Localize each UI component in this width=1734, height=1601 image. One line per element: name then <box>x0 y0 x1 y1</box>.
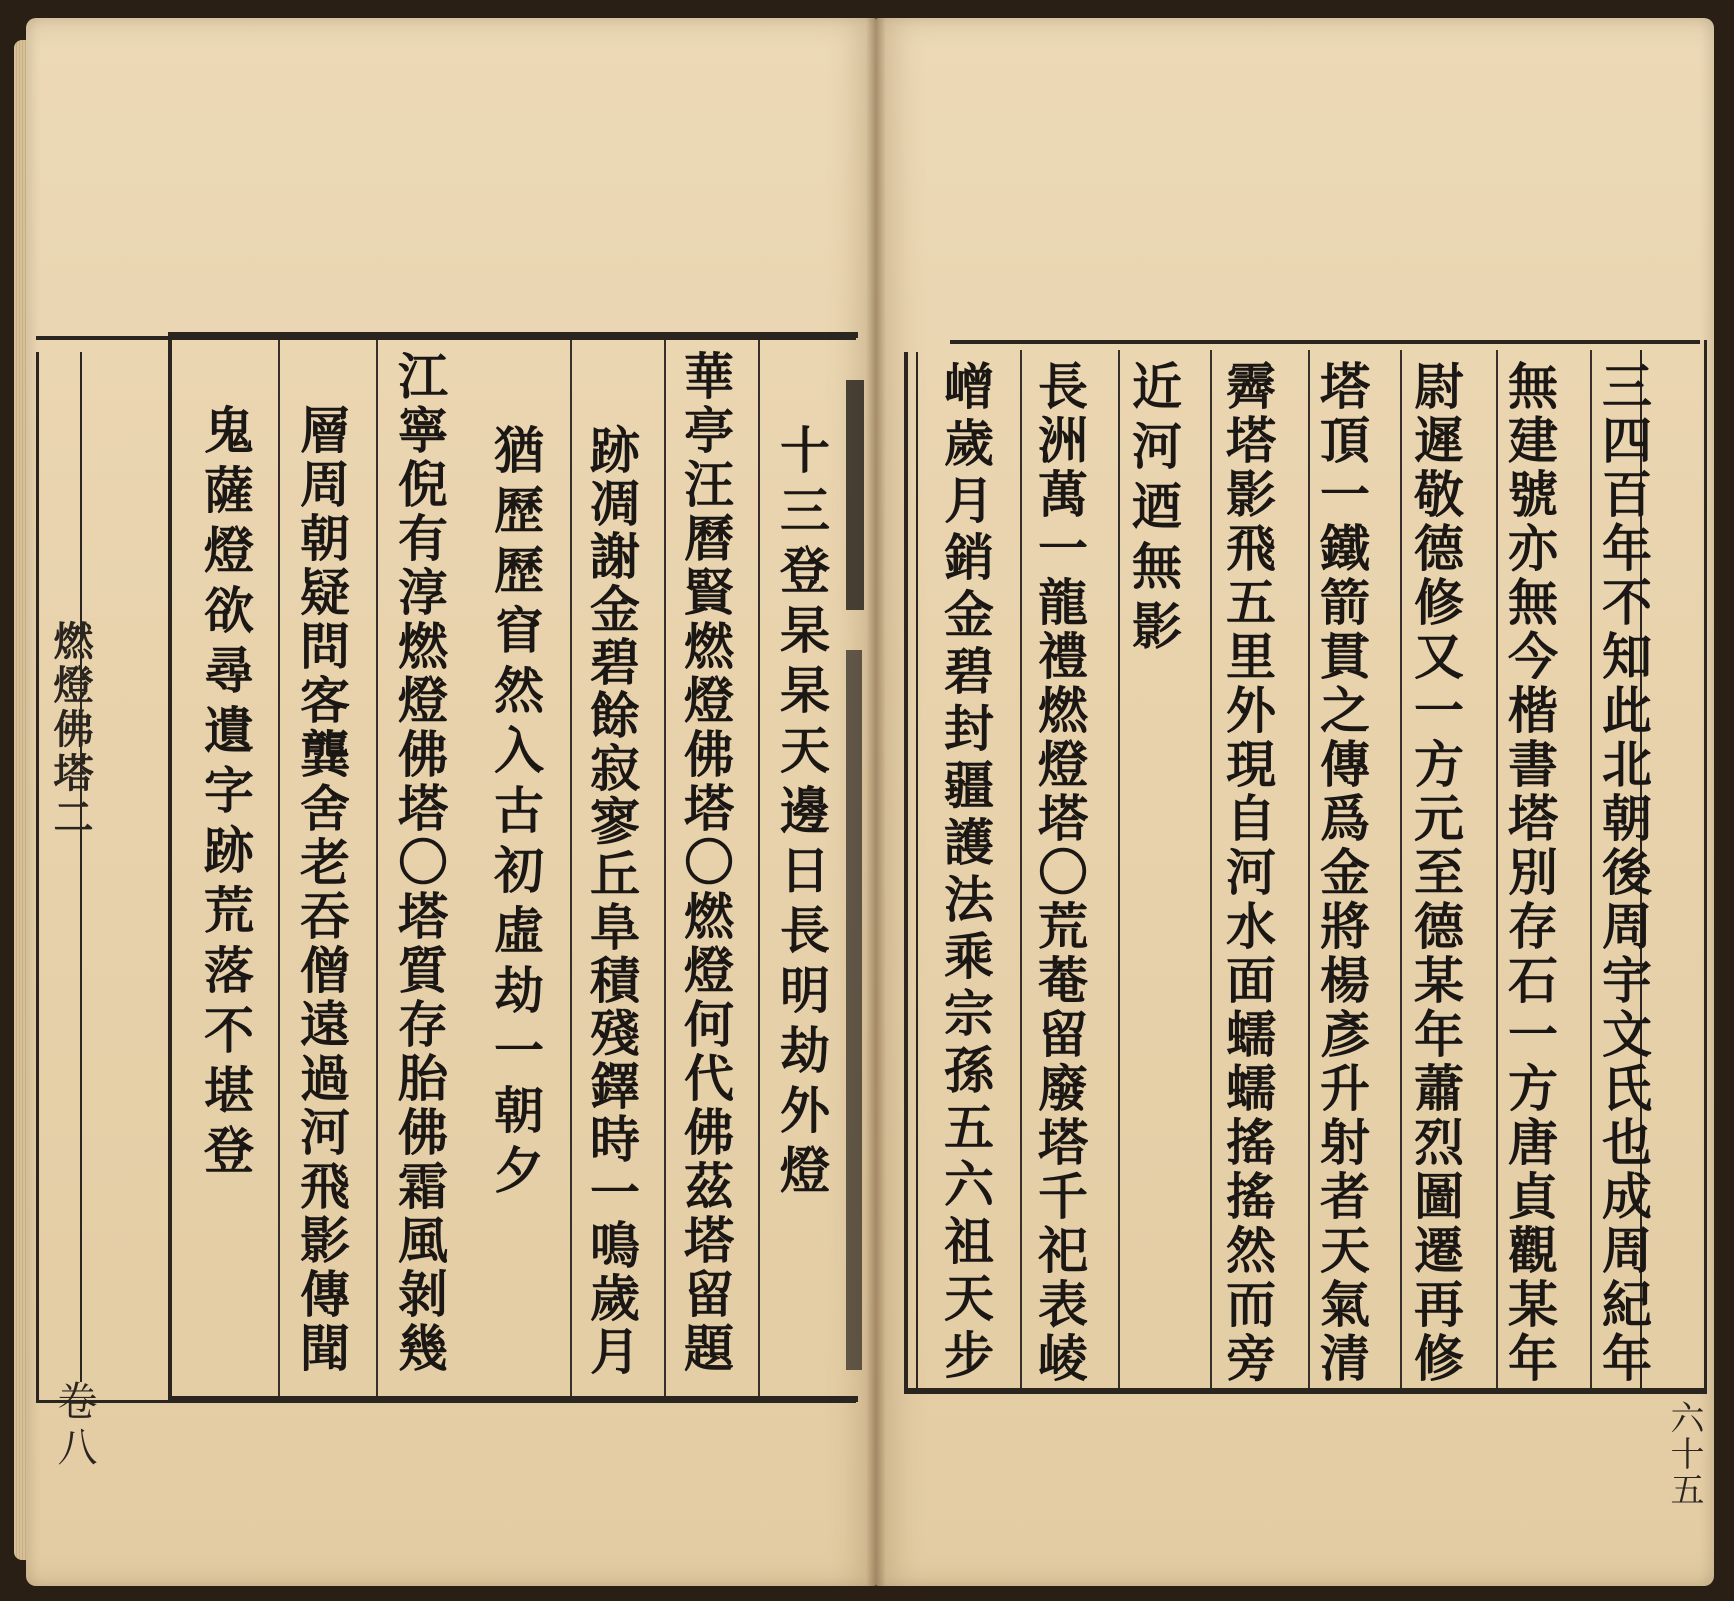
margin-volume: 卷八 <box>51 1380 97 1472</box>
right-column-2: 無建號亦無今楷書塔別存石一方唐貞觀某年 <box>1500 360 1559 1386</box>
left-frame-top <box>172 332 858 338</box>
left-column-5: 江寧倪有淳燃燈佛塔〇塔質存胎佛霜風剝幾 <box>390 350 449 1376</box>
right-column-8: 嶒歲月銷金碧封疆護法乘宗孫五六祖天步 <box>936 360 995 1386</box>
right-top-rule <box>950 340 1700 344</box>
left-outer-edge-line <box>36 352 39 1402</box>
right-frame-inner-left <box>916 352 918 1388</box>
right-column-3: 尉遲敬德修又一方元至德某年蕭烈圖遷再修 <box>1406 360 1465 1386</box>
book-gutter <box>866 18 886 1586</box>
left-column-7: 鬼薩燈欲尋遺字跡荒落不堪登 <box>196 404 255 1184</box>
right-sep-3 <box>1210 350 1212 1388</box>
left-sep-2 <box>376 340 378 1396</box>
right-column-4: 塔頂一鐵箭貫之傳爲金將楊彥升射者天氣清 <box>1312 360 1371 1386</box>
right-sep-7 <box>1590 350 1592 1388</box>
right-sep-6 <box>1496 350 1498 1388</box>
ink-bar-top <box>846 380 864 610</box>
left-frame-inner-left <box>168 332 172 1402</box>
ink-bar-bottom <box>846 650 862 1370</box>
right-column-1: 三四百年不知此北朝後周宇文氏也成周紀年 <box>1594 360 1653 1386</box>
left-sep-5 <box>758 340 760 1396</box>
right-frame-right <box>1704 340 1707 1394</box>
margin-title: 燃燈佛塔二 <box>47 620 94 840</box>
right-sep-2 <box>1118 350 1120 1388</box>
right-frame-left <box>904 352 908 1392</box>
right-frame-bottom <box>904 1388 1706 1394</box>
left-sep-1 <box>278 340 280 1396</box>
right-leaf <box>876 18 1714 1586</box>
right-sep-4 <box>1308 350 1310 1388</box>
right-column-7: 長洲萬一龍禮燃燈塔〇荒菴留廢塔千祀表崚 <box>1030 360 1089 1386</box>
left-outer-margin-line <box>80 352 82 1382</box>
left-column-6: 層周朝疑問客龔舍老吞僧遠過河飛影傳聞 <box>292 404 351 1376</box>
left-sep-4 <box>664 340 666 1396</box>
left-sep-3 <box>570 340 572 1396</box>
right-sep-1 <box>1020 350 1022 1388</box>
right-column-6: 近河迺無影 <box>1124 360 1183 660</box>
right-sep-5 <box>1400 350 1402 1388</box>
right-column-5: 霽塔影飛五里外現自河水面蠕蠕搖搖然而旁 <box>1218 360 1277 1386</box>
left-leaf <box>26 18 876 1586</box>
left-column-1: 十三登杲杲天邊日長明劫外燈 <box>772 424 831 1204</box>
left-column-4: 猶歷歷窅然入古初虛劫一朝夕 <box>486 424 545 1204</box>
left-column-3: 跡凋謝金碧餘寂寥丘阜積殘鐸時一鳴歲月 <box>582 424 641 1378</box>
left-bottom-rule <box>36 1400 856 1403</box>
margin-page-number: 六十五 <box>1664 1400 1704 1508</box>
left-column-2: 華亭汪曆賢燃燈佛塔〇燃燈何代佛茲塔留題 <box>676 350 735 1376</box>
